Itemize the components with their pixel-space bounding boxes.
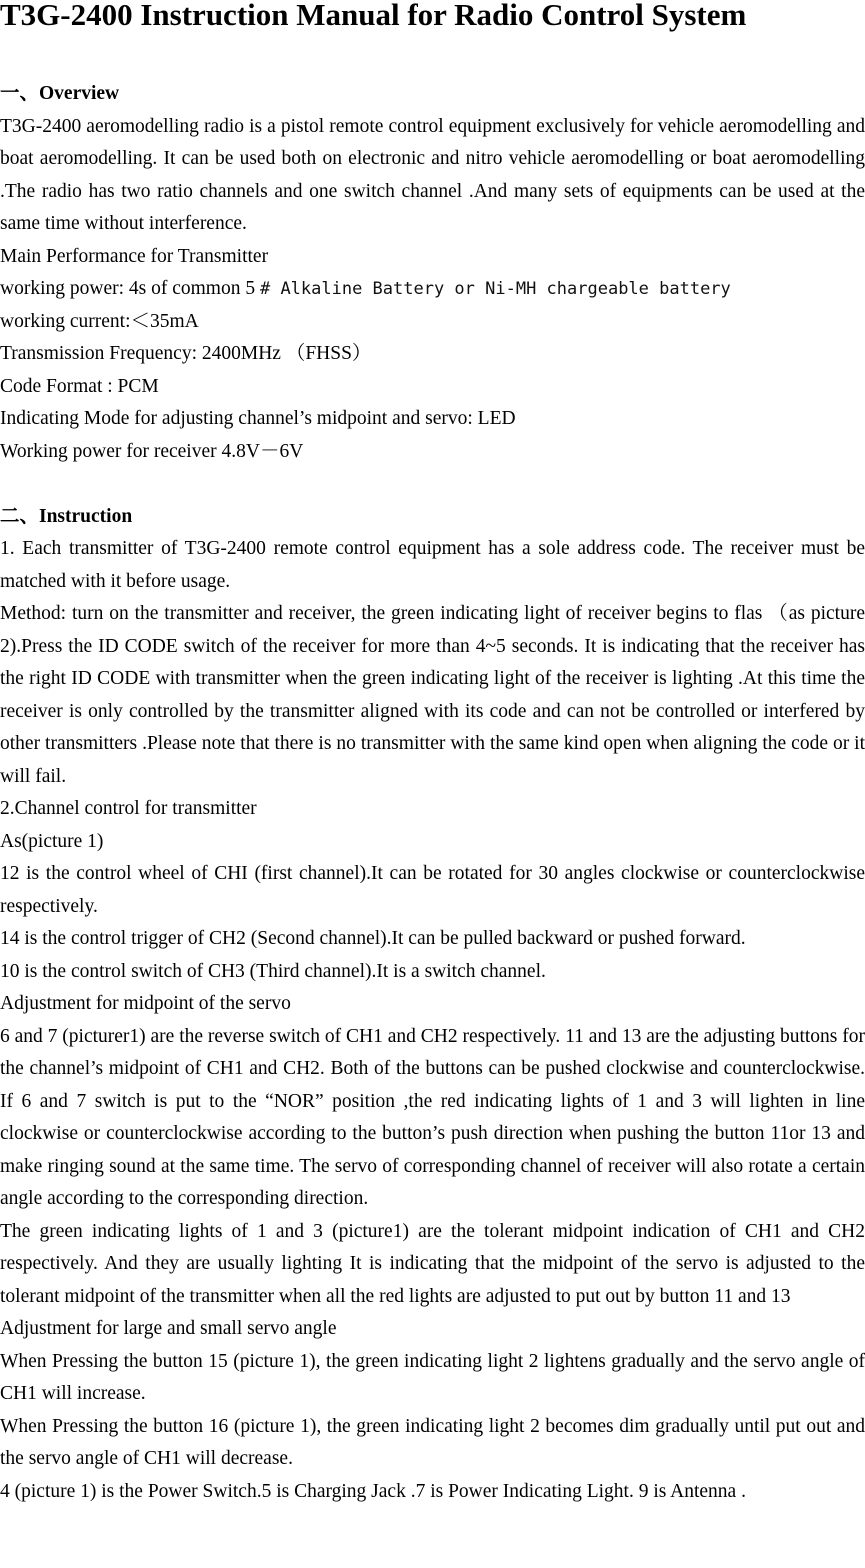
paragraph: When Pressing the button 16 (picture 1), the green indicating light 2 becomes dim gradually until put out and the servo angle of CH1 will decrease. [0,1415,865,1469]
working-power-suffix: # Alkaline Battery or Ni-MH chargeable battery [259,279,731,299]
transmission-frequency: Transmission Frequency: 2400MHz （FHSS） [0,343,372,364]
paragraph: 12 is the control wheel of CHI (first channel).It can be rotated for 30 angles clockwise or counterclockwise respectively. [0,863,865,917]
code-format: Code Format : PCM [0,375,159,397]
paragraph: Adjustment for large and small servo angle [0,1318,337,1339]
paragraph: The green indicating lights of 1 and 3 (picture1) are the tolerant midpoint indication of CH1 and CH2 respectively. And they are usually lighting It is indicating that the midpoint of the servo is adjusted to the tolerant midpoint of the transmitter when all the red lights are adjusted to put out by button 11 and 13 [0,1220,865,1307]
paragraph: 14 is the control trigger of CH2 (Second channel).It can be pulled backward or pushed forward. [0,928,746,949]
paragraph: 10 is the control switch of CH3 (Third channel).It is a switch channel. [0,960,546,982]
receiver-power: Working power for receiver 4.8V－6V [0,440,304,462]
working-power-prefix: working power: 4s of common 5 [0,278,260,299]
instruction-heading: 二、Instruction [0,505,133,527]
overview-heading: 一、Overview [0,83,120,104]
paragraph: Adjustment for midpoint of the servo [0,993,291,1014]
paragraph: When Pressing the button 15 (picture 1), the green indicating light 2 lightens gradually and the servo angle of CH1 will increase. [0,1350,865,1404]
paragraph: 6 and 7 (picturer1) are the reverse switch of CH1 and CH2 respectively. 11 and 13 are the adjusting buttons for the channel’s midpoint of CH1 and CH2. Both of the buttons can be pushed clockwise and counterclockwise. If 6 and 7 switch is put to the “NOR” position ,the red indicating lights of 1 and 3 will lighten in line clockwise or counterclockwise according to the button’s push direction when pushing the button 11or 13 and make ringing sound at the same time. The servo of corresponding channel of receiver will also rotate a certain angle according to the corresponding direction. [0,1025,865,1209]
paragraph: 4 (picture 1) is the Power Switch.5 is Charging Jack .7 is Power Indicating Light. 9 is Antenna . [0,1480,746,1502]
working-current: working current:＜35mA [0,310,199,332]
spacer [0,468,865,501]
performance-heading: Main Performance for Transmitter [0,245,269,267]
indicating-mode: Indicating Mode for adjusting channel’s midpoint and servo: LED [0,408,516,429]
paragraph: As(picture 1) [0,830,104,852]
working-power-line [0,273,865,306]
spacer [0,30,865,78]
paragraph: 2.Channel control for transmitter [0,798,257,819]
paragraph: Method: turn on the transmitter and receiver, the green indicating light of receiver begins to flas （as picture 2).Press the ID CODE switch of the receiver for more than 4~5 seconds. It is indicating that the receiver has the right ID CODE with transmitter when the green indicating light of the receiver is lighting .At this time the receiver is only controlled by the transmitter aligned with its code and can not be controlled or interfered by other transmitters .Please note that there is no transmitter with the same kind open when aligning the code or it will fail. [0,603,865,787]
overview-intro: T3G-2400 aeromodelling radio is a pistol remote control equipment exclusively for vehicle aeromodelling and boat aeromodelling. It can be used both on electronic and nitro vehicle aeromodelling or boat aeromodelling .The radio has two ratio channels and one switch channel .And many sets of equipments can be used at the same time without interference. [0,115,865,234]
document-title: T3G-2400 Instruction Manual for Radio Control System [0,0,747,32]
paragraph: 1. Each transmitter of T3G-2400 remote control equipment has a sole address code. The receiver must be matched with it before usage. [0,538,865,592]
